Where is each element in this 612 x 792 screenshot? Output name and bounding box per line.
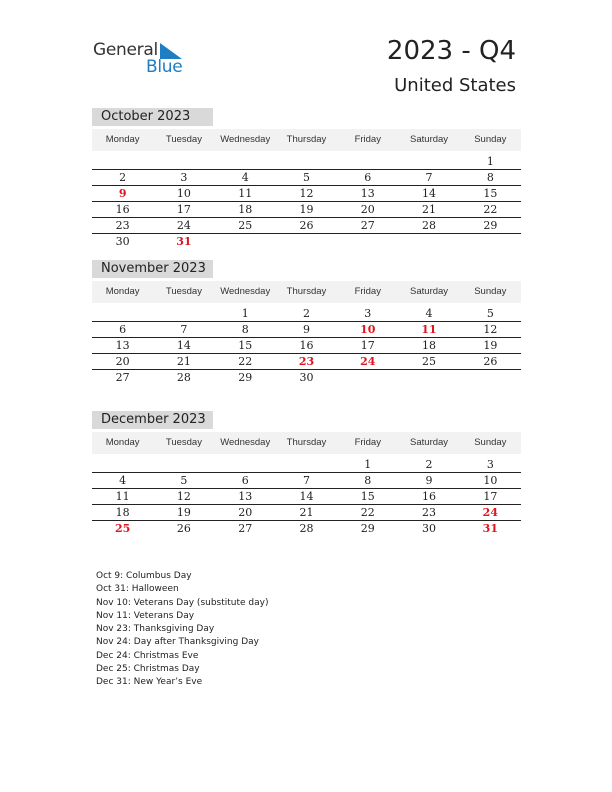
day-cell: 6	[364, 171, 372, 184]
empty-day-cell	[276, 234, 337, 250]
holiday-note: Dec 25: Christmas Day	[96, 664, 200, 675]
day-cell: 15	[483, 187, 498, 200]
weekday-label: Wednesday	[220, 286, 271, 297]
day-cell: 19	[299, 203, 314, 216]
day-cell: 28	[299, 522, 314, 535]
week-row	[92, 234, 521, 250]
day-cell: 8	[486, 171, 494, 184]
week-row	[92, 521, 521, 537]
weekday-header-row	[92, 281, 521, 303]
weekday-label: Tuesday	[165, 134, 202, 145]
logo-word-general: General	[93, 40, 158, 60]
day-cell: 30	[299, 371, 314, 384]
day-cell: 18	[238, 203, 253, 216]
week-row	[92, 306, 521, 322]
day-cell: 6	[119, 323, 127, 336]
day-cell: 5	[180, 474, 188, 487]
day-cell: 24	[360, 355, 376, 368]
weekday-label: Friday	[354, 286, 381, 297]
weekday-label: Sunday	[474, 286, 507, 297]
day-cell: 2	[425, 458, 433, 471]
day-cell: 16	[422, 490, 437, 503]
day-cell: 14	[299, 490, 314, 503]
week-row	[92, 354, 521, 370]
day-cell: 22	[360, 506, 375, 519]
empty-day-cell	[398, 370, 459, 386]
month-title: October 2023	[92, 108, 213, 126]
day-cell: 29	[483, 219, 498, 232]
week-row	[92, 322, 521, 338]
day-cell: 30	[115, 235, 130, 248]
day-cell: 22	[238, 355, 253, 368]
day-cell: 24	[482, 506, 498, 519]
day-cell: 17	[176, 203, 191, 216]
month-title: November 2023	[92, 260, 213, 278]
month-title: December 2023	[92, 411, 213, 429]
weekday-label: Tuesday	[165, 437, 202, 448]
day-cell: 16	[299, 339, 314, 352]
page-title: 2023 - Q4	[386, 36, 516, 66]
weekday-label: Monday	[105, 134, 140, 145]
day-cell: 10	[176, 187, 191, 200]
day-cell: 3	[180, 171, 188, 184]
weekday-label: Thursday	[286, 437, 327, 448]
holiday-note: Nov 24: Day after Thanksgiving Day	[96, 637, 259, 648]
day-cell: 19	[176, 506, 191, 519]
weekday-label: Sunday	[474, 134, 507, 145]
day-cell: 2	[302, 307, 310, 320]
weekday-label: Saturday	[410, 134, 449, 145]
day-cell: 1	[241, 307, 249, 320]
day-cell: 9	[302, 323, 310, 336]
day-cell: 25	[422, 355, 437, 368]
month-calendar-november	[92, 260, 521, 386]
day-cell: 24	[176, 219, 191, 232]
empty-day-cell	[92, 154, 153, 169]
week-row	[92, 202, 521, 218]
day-cell: 1	[486, 155, 494, 168]
empty-day-cell	[153, 154, 214, 169]
day-cell: 11	[115, 490, 130, 503]
week-row	[92, 186, 521, 202]
day-cell: 21	[299, 506, 314, 519]
day-cell: 3	[364, 307, 372, 320]
week-row	[92, 473, 521, 489]
empty-day-cell	[92, 306, 153, 321]
day-cell: 13	[238, 490, 253, 503]
day-cell: 1	[364, 458, 372, 471]
day-cell: 30	[422, 522, 437, 535]
empty-day-cell	[276, 154, 337, 169]
day-cell: 23	[422, 506, 437, 519]
weekday-label: Monday	[105, 437, 140, 448]
day-cell: 6	[241, 474, 249, 487]
day-cell: 17	[360, 339, 375, 352]
page-subtitle: United States	[394, 75, 516, 96]
day-cell: 28	[422, 219, 437, 232]
empty-day-cell	[153, 306, 214, 321]
day-cell: 16	[115, 203, 130, 216]
holiday-note: Dec 24: Christmas Eve	[96, 650, 199, 661]
empty-day-cell	[460, 370, 521, 386]
day-cell: 18	[115, 506, 130, 519]
weekday-label: Monday	[105, 286, 140, 297]
weekday-label: Saturday	[410, 437, 449, 448]
day-cell: 19	[483, 339, 498, 352]
weekday-label: Thursday	[286, 134, 327, 145]
empty-day-cell	[337, 370, 398, 386]
day-cell: 14	[422, 187, 437, 200]
day-cell: 4	[241, 171, 249, 184]
day-cell: 7	[425, 171, 433, 184]
holiday-note: Oct 9: Columbus Day	[96, 571, 192, 581]
day-cell: 15	[360, 490, 375, 503]
day-cell: 18	[422, 339, 437, 352]
empty-day-cell	[215, 457, 276, 472]
day-cell: 20	[238, 506, 253, 519]
month-calendar-october	[92, 108, 521, 250]
week-row	[92, 370, 521, 386]
day-cell: 11	[421, 323, 437, 336]
day-cell: 4	[119, 474, 127, 487]
week-row	[92, 170, 521, 186]
empty-day-cell	[92, 457, 153, 472]
weekday-label: Tuesday	[165, 286, 202, 297]
day-cell: 26	[483, 355, 498, 368]
empty-day-cell	[215, 154, 276, 169]
empty-day-cell	[398, 234, 459, 250]
day-cell: 13	[360, 187, 375, 200]
day-cell: 12	[483, 323, 498, 336]
week-row	[92, 505, 521, 521]
month-calendar-december	[92, 411, 521, 537]
empty-day-cell	[398, 154, 459, 169]
weekday-label: Saturday	[410, 286, 449, 297]
empty-day-cell	[337, 154, 398, 169]
day-cell: 10	[360, 323, 376, 336]
holiday-note: Oct 31: Halloween	[96, 584, 179, 595]
weekday-label: Wednesday	[220, 437, 271, 448]
weekday-label: Thursday	[286, 286, 327, 297]
day-cell: 23	[115, 219, 130, 232]
week-row	[92, 489, 521, 505]
day-cell: 20	[360, 203, 375, 216]
holiday-notes	[96, 570, 269, 690]
day-cell: 8	[364, 474, 372, 487]
day-cell: 22	[483, 203, 498, 216]
day-cell: 8	[241, 323, 249, 336]
day-cell: 21	[176, 355, 191, 368]
day-cell: 10	[483, 474, 498, 487]
holiday-note: Nov 10: Veterans Day (substitute day)	[96, 597, 269, 608]
holiday-note: Nov 23: Thanksgiving Day	[96, 624, 215, 635]
day-cell: 25	[114, 522, 131, 535]
day-cell: 23	[298, 355, 315, 368]
day-cell: 27	[360, 219, 375, 232]
weekday-header-row	[92, 432, 521, 454]
day-cell: 7	[302, 474, 310, 487]
empty-day-cell	[460, 234, 521, 250]
day-cell: 28	[176, 371, 191, 384]
day-cell: 5	[486, 307, 494, 320]
weekday-label: Sunday	[474, 437, 507, 448]
day-cell: 27	[115, 371, 130, 384]
day-cell: 20	[115, 355, 130, 368]
weekday-label: Friday	[354, 437, 381, 448]
day-cell: 4	[425, 307, 433, 320]
week-row	[92, 457, 521, 473]
day-cell: 13	[115, 339, 130, 352]
day-cell: 15	[238, 339, 253, 352]
day-cell: 21	[422, 203, 437, 216]
holiday-note: Dec 31: New Year’s Eve	[96, 677, 203, 688]
day-cell: 17	[483, 490, 498, 503]
empty-day-cell	[337, 234, 398, 250]
weekday-label: Friday	[354, 134, 381, 145]
logo-word-blue: Blue	[146, 57, 183, 77]
day-cell: 25	[238, 219, 253, 232]
holiday-note: Nov 11: Veterans Day	[96, 610, 195, 621]
week-row	[92, 154, 521, 170]
day-cell: 12	[299, 187, 314, 200]
day-cell: 9	[425, 474, 433, 487]
empty-day-cell	[276, 457, 337, 472]
day-cell: 29	[238, 371, 253, 384]
empty-day-cell	[153, 457, 214, 472]
day-cell: 12	[176, 490, 191, 503]
day-cell: 27	[238, 522, 253, 535]
day-cell: 7	[180, 323, 188, 336]
day-cell: 14	[176, 339, 191, 352]
day-cell: 2	[119, 171, 127, 184]
weekday-header-row	[92, 129, 521, 151]
day-cell: 26	[176, 522, 191, 535]
week-row	[92, 338, 521, 354]
day-cell: 3	[486, 458, 494, 471]
day-cell: 11	[238, 187, 253, 200]
day-cell: 26	[299, 219, 314, 232]
generalblue-logo	[93, 40, 188, 80]
day-cell: 9	[118, 187, 127, 200]
day-cell: 5	[302, 171, 310, 184]
weekday-label: Wednesday	[220, 134, 271, 145]
day-cell: 29	[360, 522, 375, 535]
empty-day-cell	[215, 234, 276, 250]
day-cell: 31	[482, 522, 498, 535]
week-row	[92, 218, 521, 234]
day-cell: 31	[176, 235, 192, 248]
